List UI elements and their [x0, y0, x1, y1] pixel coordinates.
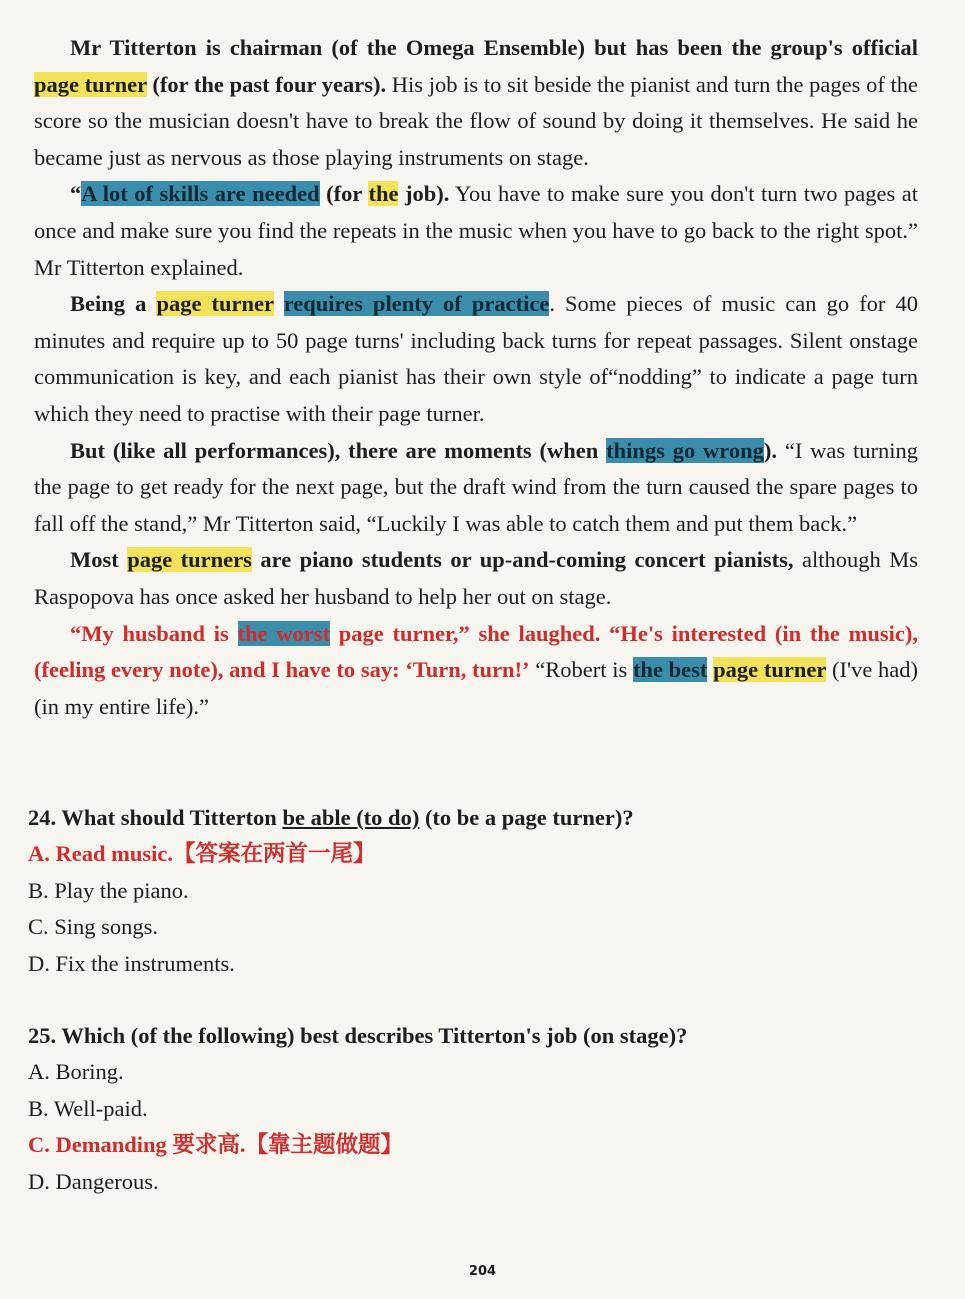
q25-option-d: D. Dangerous. [28, 1168, 159, 1194]
q25-option-c: C. Demanding 要求高.【靠主题做题】 [28, 1132, 404, 1157]
q24-option-a: A. Read music.【答案在两首一尾】 [28, 841, 376, 866]
p6-text: “Robert is [529, 657, 633, 683]
question-25: 25. Which (of the following) best describes Titterton's job (on stage)? [28, 1023, 688, 1048]
q24-option-c: C. Sing songs. [28, 914, 159, 939]
paragraph-2 [34, 176, 918, 286]
p5-bold-start: Most [70, 547, 128, 573]
p2-text: You have to make sure you don't turn two pages at once and make sure you find the repeats in the music when you have to go back to the right spot.” Mr Titterton explained. [34, 181, 919, 280]
reading-passage [34, 30, 918, 725]
p1-bold-start: Mr Titterton is chairman (of the Omega Ensemble) but has been the group's official [70, 35, 918, 60]
p3-text: . Some pieces of music can go for 40 minutes and require up to 50 page turns' including back turns for repeat passages. Silent onstage communication is key, and each pianist has their own style of“nodding” to indicate a page turn which they need to practise with their page turner. [34, 291, 919, 426]
question-block [28, 800, 918, 1200]
highlight-the-worst: the worst [237, 620, 330, 646]
q24-option-d: D. Fix the instruments. [28, 950, 235, 976]
page-number: 204 [468, 1264, 497, 1279]
q24-option-b: B. Play the piano. [28, 877, 189, 903]
p6-red-start: “My husband is [70, 620, 238, 646]
p6-red-end: page turner,” she laughed. “He's interested (in the music), (feeling every note), and I have to say: ‘Turn, turn!’ [34, 620, 918, 683]
p4-bold-start: But (like all performances), there are moments (when [70, 437, 607, 463]
p4-bold-end: ). [763, 437, 778, 463]
p5-text: although Ms Raspopova has once asked her husband to help her out on stage. [34, 547, 918, 609]
highlight-practice: requires plenty of practice [283, 291, 550, 317]
q24-underlined: be able (to do) [282, 805, 420, 830]
p2-quote: “ [70, 181, 82, 207]
p1-text: His job is to sit beside the pianist and turn the pages of the score so the musician doesn't have to break the flow of sound by doing it themselves. He said he became just as nervous as those playing instruments on stage. [34, 71, 918, 170]
p5-bold-end: are piano students or up-and-coming concert pianists, [251, 547, 794, 573]
highlight-page-turner-3: page turner [713, 657, 827, 683]
p6-end: (I've had) (in my entire life).” [34, 657, 919, 719]
highlight-page-turner-2: page turner [156, 291, 274, 317]
q24-text-post: (to be a page turner)? [419, 805, 634, 830]
p4-text: “I was turning the page to get ready for the next page, but the draft wind from the turn caused the spare pages to fall off the stand,” Mr Titterton said, “Luckily I was able to catch them and put them back.” [34, 437, 918, 536]
highlight-the: the [368, 181, 399, 207]
highlight-page-turner: page turner [34, 71, 147, 97]
q24-text-pre: 24. What should Titterton [28, 805, 283, 830]
q25-option-b: B. Well-paid. [28, 1095, 148, 1121]
p2-paren: (for [319, 181, 369, 207]
paragraph-5 [34, 542, 918, 615]
spacer [28, 982, 918, 1018]
paragraph-1 [34, 30, 918, 176]
p2-job: job). [398, 181, 450, 207]
q25-option-a: A. Boring. [28, 1059, 124, 1084]
p3-space [274, 291, 284, 316]
paragraph-3 [34, 286, 918, 432]
highlight-skills: A lot of skills are needed [81, 181, 320, 207]
paragraph-6 [34, 616, 918, 726]
question-24 [28, 800, 918, 836]
highlight-things-go-wrong: things go wrong [606, 437, 764, 463]
p1-bold-end: (for the past four years). [146, 71, 387, 97]
paragraph-4 [34, 433, 918, 543]
p3-bold-start: Being a [70, 291, 157, 317]
highlight-the-best: the best [632, 657, 708, 683]
highlight-page-turners: page turners [127, 547, 252, 573]
